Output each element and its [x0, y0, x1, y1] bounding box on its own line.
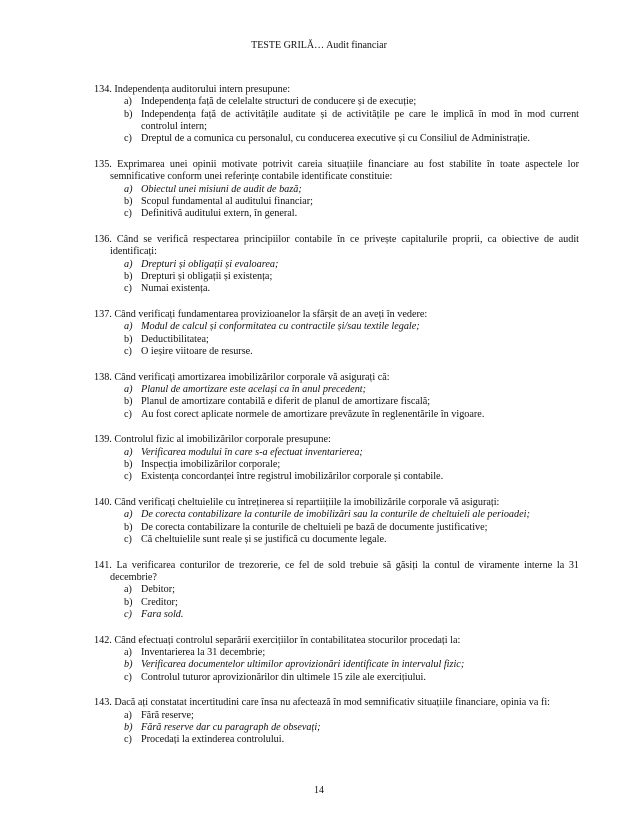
- option-letter: b): [124, 396, 133, 408]
- question-text: Când verificați amortizarea imobilizărilor corporale vă asigurați că:: [114, 371, 390, 383]
- option-letter: a): [124, 509, 133, 521]
- answer-option: [94, 509, 579, 521]
- answer-option: [94, 346, 579, 358]
- answer-option: [94, 259, 579, 271]
- question-stem: [94, 697, 579, 709]
- option-text: Debitor;: [141, 584, 175, 596]
- question-stem: [94, 372, 579, 384]
- question-block: [94, 635, 579, 684]
- option-text: Au fost corect aplicate normele de amortizare prevăzute în reglenentările în vigoare.: [141, 408, 485, 420]
- answer-option: [94, 409, 579, 421]
- option-letter: a): [124, 584, 132, 596]
- option-letter: a): [124, 709, 132, 721]
- option-letter: a): [124, 258, 133, 270]
- question-text: Când se verifică respectarea principiilor contabile în ce privește capitalurile proprii, ca obiective de audit identificați:: [110, 233, 579, 258]
- answer-option: [94, 584, 579, 596]
- question-text: Controlul fizic al imobilizărilor corporale presupune:: [114, 434, 331, 446]
- question-text: Independența auditorului intern presupune:: [114, 84, 291, 95]
- answer-option: [94, 534, 579, 546]
- option-text: Fără reserve dar cu paragraph de obsevați;: [141, 721, 321, 733]
- option-letter: b): [124, 721, 133, 733]
- question-text: Când efectuați controlul separării exercițiilor în contabilitatea stocurilor procedați la:: [114, 634, 461, 646]
- answer-option: [94, 710, 579, 722]
- answer-option: [94, 597, 579, 609]
- question-stem: [94, 84, 579, 96]
- question-stem: [94, 434, 579, 446]
- answer-option: [94, 283, 579, 295]
- option-text: Independența față de activitățile auditate și de activitățile pe care le implică în mod în mod current controlul intern;: [141, 108, 579, 132]
- option-letter: c): [124, 734, 132, 746]
- option-text: Existența concordanței între registrul imobilizărilor corporale și contabile.: [141, 471, 444, 483]
- option-text: Deductibilitatea;: [141, 333, 209, 345]
- answer-option: [94, 609, 579, 621]
- options-list: [94, 259, 579, 296]
- option-letter: b): [124, 521, 133, 533]
- option-text: Inspecția imobilizărilor corporale;: [141, 458, 281, 470]
- option-letter: a): [124, 446, 133, 458]
- question-block: [94, 372, 579, 421]
- question-stem: [94, 309, 579, 321]
- question-block: [94, 697, 579, 746]
- options-list: [94, 96, 579, 145]
- answer-option: [94, 734, 579, 746]
- option-text: De corecta contabilizare la conturile de cheltuieli pe bază de documente justificative;: [141, 521, 488, 533]
- option-letter: b): [124, 270, 133, 282]
- option-text: Controlul tuturor aprovizionărilor din ultimele 15 zile ale exercițiului.: [141, 671, 426, 683]
- answer-option: [94, 447, 579, 459]
- option-letter: b): [124, 333, 133, 345]
- page-number: 14: [314, 785, 324, 796]
- question-number: 137.: [94, 308, 112, 320]
- option-text: Dreptul de a comunica cu personalul, cu conducerea executive și cu Consiliul de Administrație.: [141, 133, 530, 145]
- answer-option: [94, 208, 579, 220]
- option-letter: c): [124, 408, 132, 420]
- question-block: [94, 497, 579, 546]
- answer-option: [94, 459, 579, 471]
- option-letter: c): [124, 345, 132, 357]
- question-number: 140.: [94, 497, 112, 509]
- options-list: [94, 584, 579, 621]
- option-letter: b): [124, 108, 133, 120]
- options-list: [94, 184, 579, 221]
- option-letter: b): [124, 596, 133, 608]
- option-letter: b): [124, 195, 133, 207]
- option-text: O ieșire viitoare de resurse.: [141, 345, 253, 357]
- answer-option: [94, 271, 579, 283]
- question-number: 143.: [94, 697, 112, 709]
- question-stem: [94, 635, 579, 647]
- question-number: 141.: [94, 559, 112, 571]
- question-text: La verificarea conturilor de trezorerie, ce fel de sold trebuie să găsiți la contul de viramente interne la 31 decembrie?: [110, 559, 580, 583]
- options-list: [94, 447, 579, 484]
- option-letter: a): [124, 183, 133, 195]
- answer-option: [94, 334, 579, 346]
- options-list: [94, 384, 579, 421]
- question-text: Când verificați fundamentarea provizioanelor la sfârșit de an aveți în vedere:: [114, 308, 428, 320]
- option-text: Obiectul unei misiuni de audit de bază;: [141, 183, 302, 195]
- answer-option: [94, 659, 579, 671]
- answer-option: [94, 96, 579, 108]
- question-text: Când verificați cheltuielile cu întreținerea si repartiițiile la imobilizările corporale vă asigurați:: [114, 497, 500, 509]
- option-text: Verificarea modului în care s-a efectuat inventarierea;: [141, 446, 363, 458]
- question-block: [94, 84, 579, 145]
- question-block: [94, 434, 579, 483]
- question-number: 136.: [94, 233, 112, 245]
- answer-option: [94, 321, 579, 333]
- option-text: De corecta contabilizare la conturile de imobilizări sau la conturile de cheltuieli ale perioadei;: [141, 509, 530, 521]
- page-header: TESTE GRILĂ… Audit financiar: [251, 40, 387, 51]
- option-text: Fără reserve;: [141, 709, 194, 721]
- question-number: 139.: [94, 434, 112, 446]
- answer-option: [94, 133, 579, 145]
- question-block: [94, 234, 579, 295]
- question-number: 135.: [94, 158, 112, 170]
- option-text: Fara sold.: [141, 608, 184, 620]
- option-text: Drepturi și obligații și existența;: [141, 270, 273, 282]
- question-text: Dacă ați constatat incertitudini care însa nu afectează în mod semnificativ situațiile financiare, opinia va fi:: [114, 697, 550, 709]
- options-list: [94, 321, 579, 358]
- question-stem: [94, 560, 579, 585]
- option-text: Planul de amortizare contabilă e diferit de planul de amortizare fiscală;: [141, 396, 431, 408]
- option-text: Definitivă auditului extern, în general.: [141, 208, 298, 220]
- options-list: [94, 710, 579, 747]
- options-list: [94, 509, 579, 546]
- option-letter: b): [124, 458, 133, 470]
- option-letter: a): [124, 96, 132, 108]
- answer-option: [94, 196, 579, 208]
- option-letter: c): [124, 208, 132, 220]
- option-text: Procedați la extinderea controlului.: [141, 734, 285, 746]
- option-text: Creditor;: [141, 596, 178, 608]
- answer-option: [94, 647, 579, 659]
- option-letter: b): [124, 659, 133, 671]
- questions-list: [94, 84, 579, 760]
- option-letter: a): [124, 321, 133, 333]
- option-letter: a): [124, 383, 133, 395]
- option-letter: c): [124, 671, 132, 683]
- option-text: Modul de calcul și conformitatea cu contractile și/sau textile legale;: [141, 321, 420, 333]
- option-text: Planul de amortizare este același ca în anul precedent;: [141, 383, 367, 395]
- question-number: 142.: [94, 634, 112, 646]
- option-letter: a): [124, 646, 132, 658]
- answer-option: [94, 184, 579, 196]
- question-block: [94, 309, 579, 358]
- option-letter: c): [124, 471, 132, 483]
- answer-option: [94, 396, 579, 408]
- option-letter: c): [124, 533, 132, 545]
- question-text: Exprimarea unei opinii motivate potrivit careia situațiile financiare au fost stabilite în toate aspectele lor semnificative conform unei referințe contabile identificate constituie:: [110, 158, 580, 183]
- answer-option: [94, 109, 579, 134]
- question-stem: [94, 234, 579, 259]
- options-list: [94, 647, 579, 684]
- option-text: Verificarea documentelor ultimilor aprovizionări identificate în intervalul fizic;: [141, 659, 465, 671]
- question-number: 134.: [94, 84, 112, 95]
- answer-option: [94, 722, 579, 734]
- answer-option: [94, 471, 579, 483]
- option-text: Scopul fundamental al auditului financiar;: [141, 195, 314, 207]
- option-text: Independența față de celelalte structuri de conducere și de execuție;: [141, 96, 417, 108]
- question-block: [94, 159, 579, 220]
- option-text: Drepturi și obligații și evaloarea;: [141, 258, 279, 270]
- question-block: [94, 560, 579, 621]
- option-text: Că cheltuielile sunt reale și se justifică cu documente legale.: [141, 533, 387, 545]
- option-letter: c): [124, 608, 132, 620]
- option-text: Inventarierea la 31 decembrie;: [141, 646, 266, 658]
- option-text: Numai existența.: [141, 283, 211, 295]
- option-letter: c): [124, 283, 132, 295]
- answer-option: [94, 672, 579, 684]
- question-stem: [94, 497, 579, 509]
- answer-option: [94, 522, 579, 534]
- option-letter: c): [124, 133, 132, 145]
- question-number: 138.: [94, 371, 112, 383]
- question-stem: [94, 159, 579, 184]
- answer-option: [94, 384, 579, 396]
